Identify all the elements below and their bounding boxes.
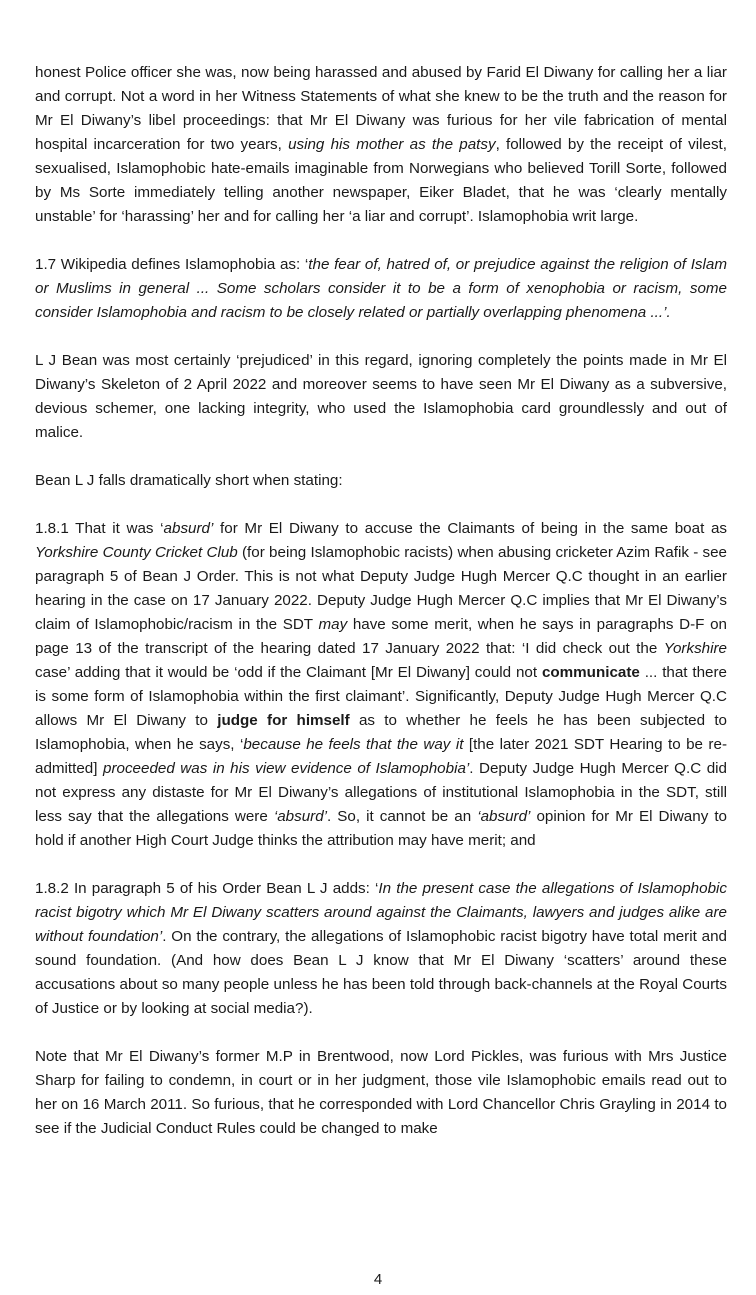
paragraph-prejudiced (35, 349, 727, 445)
paragraph-1-8-2 (35, 877, 727, 1021)
italic-run: may (318, 616, 348, 633)
paragraph-1-7 (35, 253, 727, 325)
text-run: 1.8.1 That it was ‘ (35, 520, 164, 537)
italic-run: the fear of, hatred of, or prejudice against the religion of Islam or Muslims in general ... Some scholars consider it to be a form of xenophobia or racism, some consider Islamophobia and racism to be closely related or partially overlapping phenomena ...’. (35, 256, 727, 321)
text-run: Bean L J falls dramatically short when stating: (35, 472, 343, 489)
italic-run: In the present case the allegations of Islamophobic racist bigotry which Mr El Diwany scatters around against the Claimants, lawyers and judges alike are without foundation’ (35, 880, 727, 945)
italic-run: Yorkshire (663, 640, 727, 657)
text-run: . Deputy Judge Hugh Mercer Q.C did not express any distaste for Mr El Diwany’s allegations of institutional Islamophobia in the SDT, still less say that the allegations were (35, 760, 727, 825)
paragraph-continuation (35, 61, 727, 229)
text-run: . On the contrary, the allegations of Islamophobic racist bigotry have total merit and sound foundation. (And how does Bean L J know that Mr El Diwany ‘scatters’ around these accusations about so many people unless he has been told through back-channels at the Royal Courts of Justice or by looking at social media?). (35, 928, 727, 1017)
italic-run: Yorkshire County Cricket Club (35, 544, 238, 561)
text-run: [the later 2021 SDT Hearing to be re-admitted] (35, 736, 727, 777)
text-run: opinion for Mr El Diwany to hold if another High Court Judge thinks the attribution may have merit; and (35, 808, 727, 849)
page-number: 4 (373, 1271, 383, 1288)
paragraph-1-8-1 (35, 517, 727, 853)
italic-run: absurd’ (163, 520, 214, 537)
text-run: L J Bean was most certainly ‘prejudiced’ in this regard, ignoring completely the points made in Mr El Diwany’s Skeleton of 2 April 2022 and moreover seems to have seen Mr El Diwany as a subversive, devious schemer, one lacking integrity, who used the Islamophobia card groundlessly and out of malice. (35, 352, 727, 441)
bold-run: communicate (541, 664, 640, 681)
italic-run: proceeded was in his view evidence of Islamophobia’ (103, 760, 470, 777)
italic-run: ‘absurd’ (477, 808, 531, 825)
paragraph-note (35, 1045, 727, 1141)
text-run: 1.8.2 In paragraph 5 of his Order Bean L J adds: ‘ (35, 880, 379, 897)
italic-run: using his mother as the patsy (288, 136, 496, 153)
text-run: ... that there is some form of Islamophobia within the first claimant’. Significantly, Deputy Judge Hugh Mercer Q.C allows Mr El Diwany to (35, 664, 727, 729)
text-run: Note that Mr El Diwany’s former M.P in Brentwood, now Lord Pickles, was furious with Mrs Justice Sharp for failing to condemn, in court or in her judgment, those vile Islamophobic emails read out to her on 16 March 2011. So furious, that he corresponded with Lord Chancellor Chris Grayling in 2014 to see if the Judicial Conduct Rules could be changed to make (35, 1048, 727, 1137)
text-run: as to whether he feels he has been subjected to Islamophobia, when he says, ‘ (35, 712, 727, 753)
text-run: for Mr El Diwany to accuse the Claimants of being in the same boat as (213, 520, 728, 537)
text-run: honest Police officer she was, now being harassed and abused by Farid El Diwany for calling her a liar and corrupt. Not a word in her Witness Statements of what she knew to be the truth and the reason for Mr El Diwany’s libel proceedings: that Mr El Diwany was furious for her vile fabrication of mental hospital incarceration for two years, (35, 64, 727, 153)
italic-run: ‘absurd’ (273, 808, 328, 825)
italic-run: because he feels that the way it (243, 736, 464, 753)
text-run: 1.7 Wikipedia defines Islamophobia as: ‘ (35, 256, 309, 273)
text-run: , followed by the receipt of vilest, sexualised, Islamophobic hate-emails imaginable from Norwegians who believed Torill Sorte, followed by Ms Sorte immediately telling another newspaper, Eiker Bladet, that he was ‘clearly mentally unstable’ for ‘harassing’ her and for calling her ‘a liar and corrupt’. Islamophobia writ large. (35, 136, 727, 225)
text-run: have some merit, when he says in paragraphs D-F on page 13 of the transcript of the hearing dated 17 January 2022 that: ‘I did check out the (35, 616, 727, 657)
bold-run: judge for himself (217, 712, 350, 729)
text-run: case’ adding that it would be ‘odd if the Claimant [Mr El Diwany] could not (35, 664, 542, 681)
document-page (35, 61, 727, 1165)
text-run: . So, it cannot be an (327, 808, 478, 825)
paragraph-falls-short (35, 469, 727, 493)
text-run: (for being Islamophobic racists) when abusing cricketer Azim Rafik - see paragraph 5 of Bean J Order. This is not what Deputy Judge Hugh Mercer Q.C thought in an earlier hearing in the case on 17 January 2022. Deputy Judge Hugh Mercer Q.C implies that Mr El Diwany’s claim of Islamophobic/racism in the SDT (35, 544, 728, 633)
